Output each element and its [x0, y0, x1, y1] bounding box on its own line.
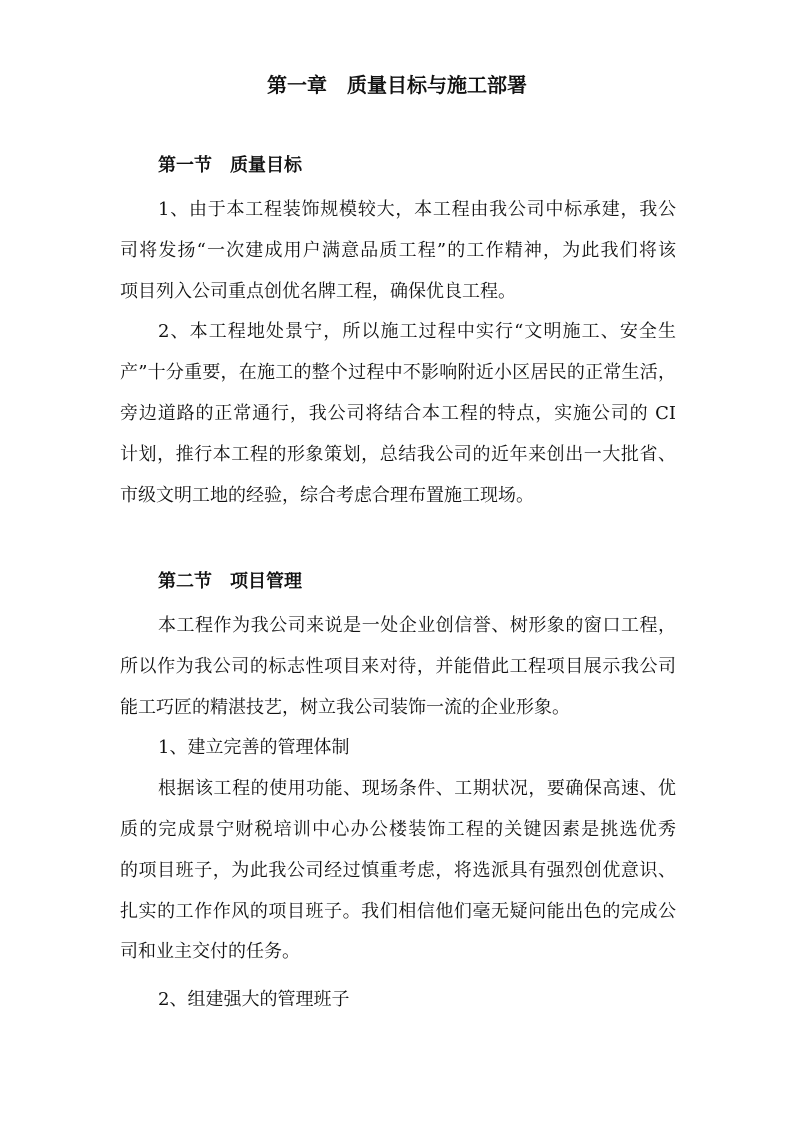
text-line: 所以作为我公司的标志性项目来对待，并能借此工程项目展示我公司 [120, 655, 676, 677]
paragraph [120, 606, 676, 728]
text-line: 产”十分重要，在施工的整个过程中不影响附近小区居民的正常生活， [120, 362, 676, 384]
text-line: 旁边道路的正常通行，我公司将结合本工程的特点，实施公司的 CI [120, 402, 676, 424]
text-line: 项目列入公司重点创优名牌工程，确保优良工程。 [120, 280, 516, 302]
text-line: 的项目班子，为此我公司经过慎重考虑，将选派具有强烈创优意识、 [120, 859, 676, 881]
text-line: 市级文明工地的经验，综合考虑合理布置施工现场。 [120, 484, 534, 506]
paragraph [120, 769, 676, 973]
text-line: 1、由于本工程装饰规模较大，本工程由我公司中标承建，我公 [158, 199, 676, 220]
list-item-heading: 1、建立完善的管理体制 [158, 737, 350, 759]
section-heading: 第一节 质量目标 [158, 155, 302, 176]
section-heading: 第二节 项目管理 [158, 571, 302, 592]
text-line: 2、本工程地处景宁，所以施工过程中实行“文明施工、安全生 [158, 321, 676, 343]
paragraph [120, 312, 676, 516]
text-line: 司和业主交付的任务。 [120, 941, 300, 963]
section-project-management [120, 562, 676, 1021]
text-line: 计划，推行本工程的形象策划，总结我公司的近年来创出一大批省、 [120, 443, 676, 465]
text-line: 质的完成景宁财税培训中心办公楼装饰工程的关键因素是挑选优秀 [120, 818, 676, 840]
list-item-heading: 2、组建强大的管理班子 [158, 989, 350, 1011]
text-line: 司将发扬“一次建成用户满意品质工程”的工作精神，为此我们将该 [120, 239, 676, 261]
text-line: 能工巧匠的精湛技艺，树立我公司装饰一流的企业形象。 [120, 696, 570, 718]
section-quality-goals [120, 146, 676, 516]
text-line: 扎实的工作作风的项目班子。我们相信他们毫无疑问能出色的完成公 [120, 900, 676, 922]
chapter-title: 第一章 质量目标与施工部署 [267, 73, 527, 97]
paragraph [120, 190, 676, 312]
text-line: 本工程作为我公司来说是一处企业创信誉、树形象的窗口工程， [158, 615, 676, 636]
text-line: 根据该工程的使用功能、现场条件、工期状况，要确保高速、优 [158, 778, 676, 800]
